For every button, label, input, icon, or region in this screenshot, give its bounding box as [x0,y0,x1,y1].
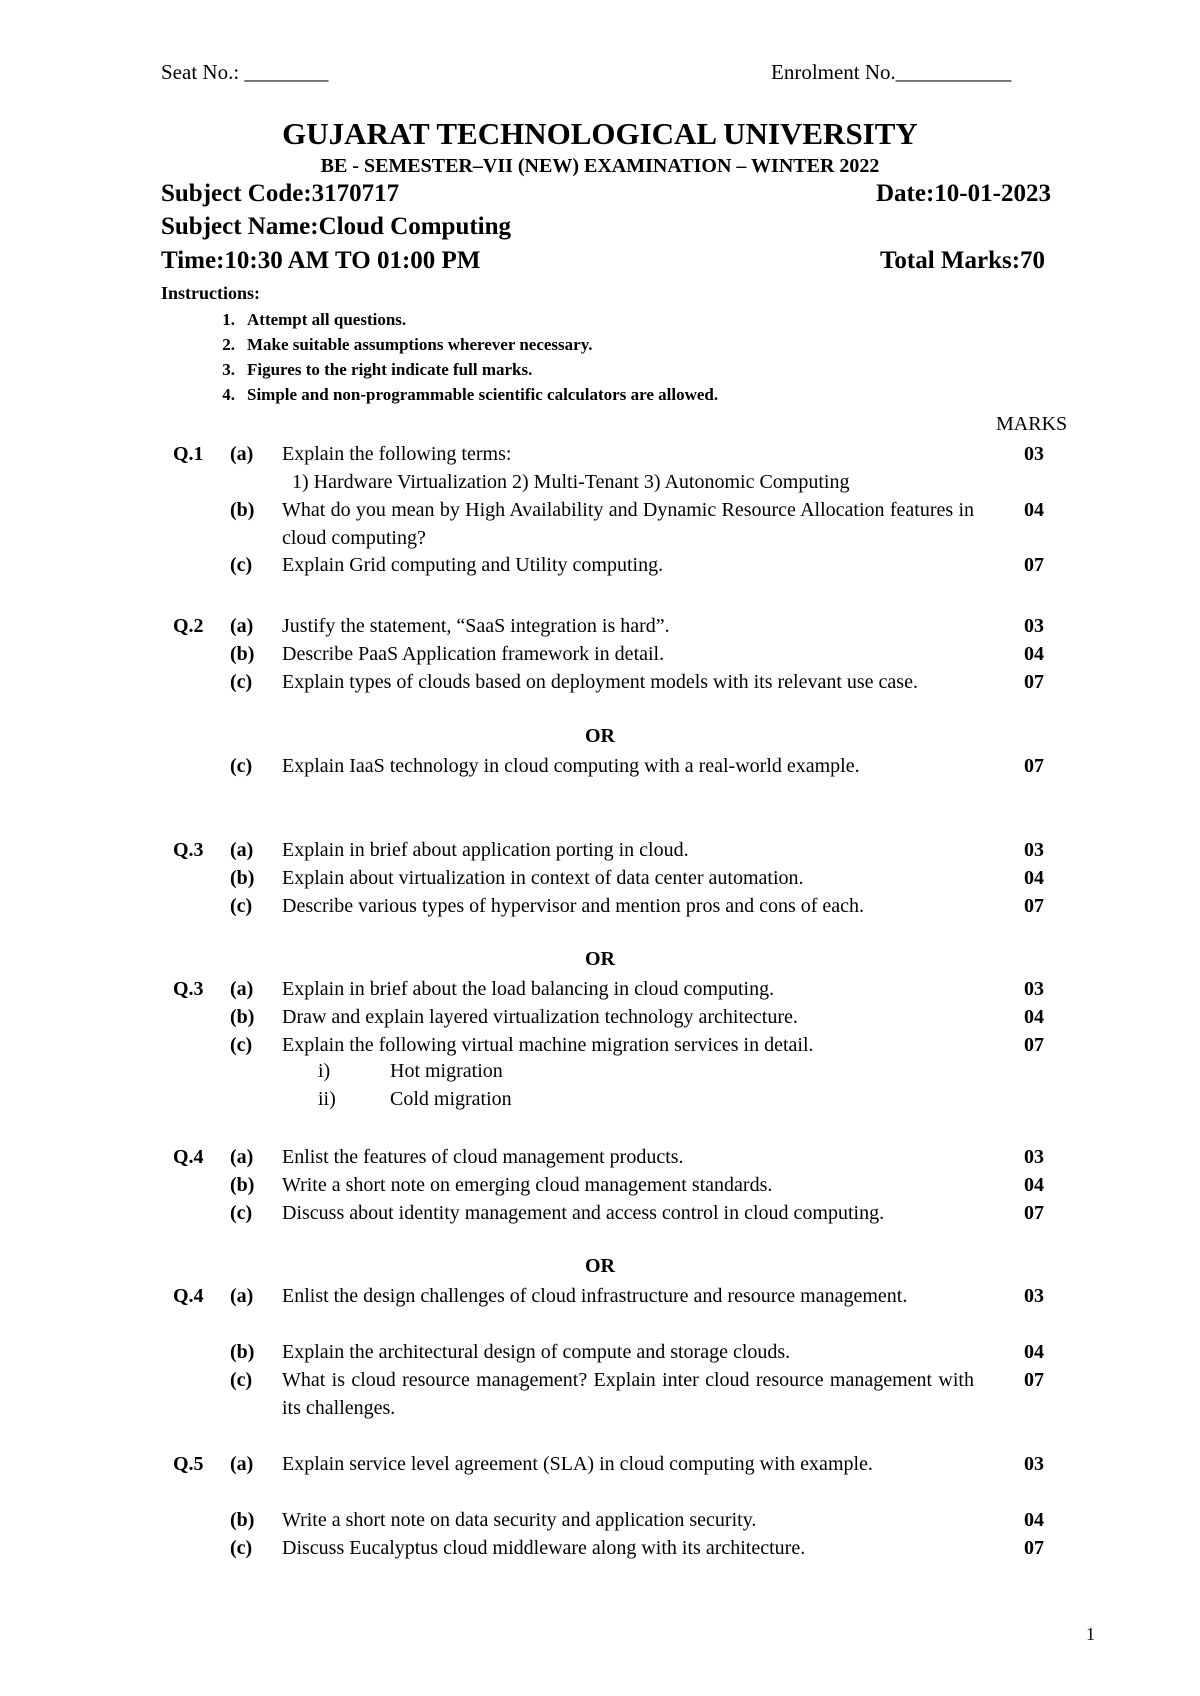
question-marks: 03 [1024,978,1044,1000]
question-text: Explain types of clouds based on deployment models with its relevant use case. [282,671,918,693]
question-number: Q.4 [173,1146,204,1168]
question-number: Q.2 [173,615,204,637]
university-title: GUJARAT TECHNOLOGICAL UNIVERSITY [282,116,918,151]
sub-item-text: Hot migration [390,1060,503,1082]
question-text: Justify the statement, “SaaS integration is hard”. [282,615,670,637]
question-part: (a) [230,615,254,637]
question-part: (c) [230,1034,253,1056]
question-text: What is cloud resource management? Explain inter cloud resource management with its challenges. [282,1369,974,1419]
or-divider: OR [585,948,615,970]
question-part: (c) [230,554,253,576]
question-marks: 04 [1024,1509,1044,1531]
enrolment-no-field: Enrolment No.___________ [771,60,1012,84]
total-marks: Total Marks:70 [880,247,1046,274]
question-text: Explain the following virtual machine migration services in detail. [282,1034,814,1056]
question-text: Describe various types of hypervisor and mention pros and cons of each. [282,895,865,917]
question-part: (c) [230,671,253,693]
question-marks: 04 [1024,1341,1044,1363]
question-number: Q.3 [173,839,204,861]
or-divider: OR [585,1255,615,1277]
question-marks: 07 [1024,1034,1044,1056]
question-text: Write a short note on emerging cloud management standards. [282,1174,773,1196]
question-marks: 04 [1024,643,1044,665]
question-marks: 04 [1024,499,1044,521]
instructions-heading: Instructions: [161,283,261,303]
question-text: Explain service level agreement (SLA) in cloud computing with example. [282,1453,873,1475]
question-text: Explain in brief about application porting in cloud. [282,839,689,861]
question-text: Draw and explain layered virtualization technology architecture. [282,1006,798,1028]
question-part: (c) [230,895,253,917]
sub-item-number: ii) [318,1088,336,1110]
seat-no-field: Seat No.: ________ [161,60,329,84]
or-divider: OR [585,725,615,747]
question-text: What do you mean by High Availability and Dynamic Resource Allocation features in cloud computing? [282,499,974,549]
question-subtext: 1) Hardware Virtualization 2) Multi-Tenant 3) Autonomic Computing [292,471,850,493]
question-part: (b) [230,1174,255,1196]
sub-item-number: i) [318,1060,331,1082]
question-part: (a) [230,1285,254,1307]
sub-item-text: Cold migration [390,1088,512,1110]
question-text: Enlist the features of cloud management products. [282,1146,684,1168]
page-number: 1 [1086,1624,1095,1644]
question-marks: 07 [1024,1537,1044,1559]
question-marks: 07 [1024,895,1044,917]
question-part: (b) [230,643,255,665]
question-marks: 03 [1024,839,1044,861]
question-part: (c) [230,1369,253,1391]
question-marks: 07 [1024,755,1044,777]
question-text: Enlist the design challenges of cloud infrastructure and resource management. [282,1285,908,1307]
question-part: (c) [230,1202,253,1224]
question-marks: 07 [1024,1369,1044,1391]
question-part: (b) [230,1006,255,1028]
subject-name: Subject Name:Cloud Computing [161,213,512,240]
question-part: (a) [230,1146,254,1168]
question-marks: 03 [1024,443,1044,465]
question-text: Explain the architectural design of compute and storage clouds. [282,1341,791,1363]
question-marks: 04 [1024,1174,1044,1196]
marks-column-heading: MARKS [996,413,1068,435]
question-text: Explain in brief about the load balancing in cloud computing. [282,978,775,1000]
question-part: (a) [230,443,254,465]
question-part: (b) [230,867,255,889]
question-marks: 03 [1024,1146,1044,1168]
question-text: Explain IaaS technology in cloud computing with a real-world example. [282,755,860,777]
question-text: Explain about virtualization in context of data center automation. [282,867,804,889]
question-number: Q.5 [173,1453,204,1475]
question-marks: 04 [1024,867,1044,889]
subject-code: Subject Code:3170717 [161,180,400,207]
exam-time: Time:10:30 AM TO 01:00 PM [161,247,481,274]
exam-title: BE - SEMESTER–VII (NEW) EXAMINATION – WINTER 2022 [320,155,880,177]
question-part: (c) [230,755,253,777]
question-part: (b) [230,1509,255,1531]
question-marks: 07 [1024,554,1044,576]
question-text: Explain the following terms: [282,443,512,465]
question-part: (b) [230,499,255,521]
question-number: Q.4 [173,1285,204,1307]
question-part: (a) [230,1453,254,1475]
exam-date: Date:10-01-2023 [876,180,1051,207]
question-marks: 07 [1024,1202,1044,1224]
question-text: Explain Grid computing and Utility computing. [282,554,664,576]
question-marks: 03 [1024,615,1044,637]
question-marks: 03 [1024,1453,1044,1475]
question-part: (a) [230,978,254,1000]
question-part: (b) [230,1341,255,1363]
question-text: Write a short note on data security and application security. [282,1509,757,1531]
question-part: (c) [230,1537,253,1559]
question-part: (a) [230,839,254,861]
question-number: Q.1 [173,443,204,465]
question-marks: 03 [1024,1285,1044,1307]
question-text: Discuss Eucalyptus cloud middleware along with its architecture. [282,1537,806,1559]
question-marks: 04 [1024,1006,1044,1028]
question-text: Discuss about identity management and access control in cloud computing. [282,1202,885,1224]
question-marks: 07 [1024,671,1044,693]
question-number: Q.3 [173,978,204,1000]
question-text: Describe PaaS Application framework in detail. [282,643,665,665]
